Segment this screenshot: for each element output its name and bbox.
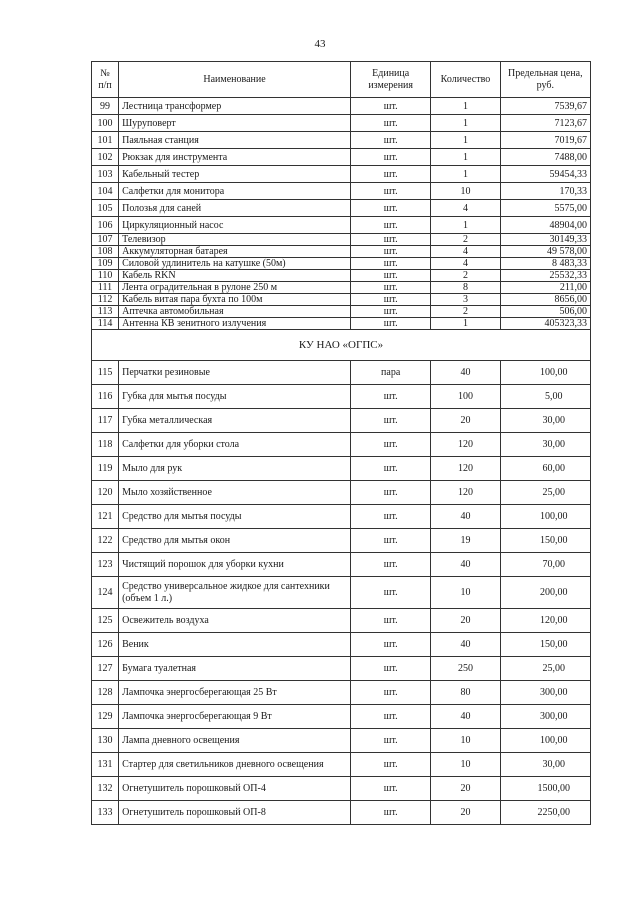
cell-name: Лампочка энергосберегающая 9 Вт — [119, 705, 351, 729]
cell-qty: 120 — [431, 433, 500, 457]
cell-price: 70,00 — [500, 553, 590, 577]
cell-unit: шт. — [351, 98, 431, 115]
cell-price: 300,00 — [500, 705, 590, 729]
table-row — [92, 149, 591, 166]
cell-num: 119 — [92, 457, 119, 481]
page-number: 43 — [314, 38, 326, 50]
cell-name: Веник — [119, 633, 351, 657]
table-row — [92, 258, 591, 270]
table-row — [92, 318, 591, 330]
table-row — [92, 98, 591, 115]
cell-name: Средство для мытья посуды — [119, 505, 351, 529]
cell-num: 124 — [92, 577, 119, 609]
cell-num: 111 — [92, 282, 119, 294]
cell-num: 100 — [92, 115, 119, 132]
cell-num: 125 — [92, 609, 119, 633]
cell-qty: 120 — [431, 481, 500, 505]
cell-unit: шт. — [351, 270, 431, 282]
cell-price: 48904,00 — [500, 217, 590, 234]
cell-price: 30,00 — [500, 409, 590, 433]
cell-unit: пара — [351, 361, 431, 385]
cell-qty: 2 — [431, 306, 500, 318]
table-row — [92, 553, 591, 577]
table-row — [92, 577, 591, 609]
table-row — [92, 505, 591, 529]
cell-name: Средство универсальное жидкое для сантехники (объем 1 л.) — [119, 577, 351, 609]
cell-num: 117 — [92, 409, 119, 433]
cell-num: 116 — [92, 385, 119, 409]
cell-price: 200,00 — [500, 577, 590, 609]
cell-num: 115 — [92, 361, 119, 385]
cell-num: 114 — [92, 318, 119, 330]
table-row — [92, 234, 591, 246]
cell-unit: шт. — [351, 200, 431, 217]
group2-rows — [92, 361, 591, 825]
table-row — [92, 306, 591, 318]
table-row — [92, 609, 591, 633]
cell-name: Кабельный тестер — [119, 166, 351, 183]
cell-price: 300,00 — [500, 681, 590, 705]
cell-num: 113 — [92, 306, 119, 318]
cell-unit: шт. — [351, 609, 431, 633]
table-row — [92, 115, 591, 132]
table-row — [92, 166, 591, 183]
cell-name: Кабель RKN — [119, 270, 351, 282]
cell-name: Шуруповерт — [119, 115, 351, 132]
table-row — [92, 183, 591, 200]
cell-num: 106 — [92, 217, 119, 234]
cell-num: 110 — [92, 270, 119, 282]
cell-name: Телевизор — [119, 234, 351, 246]
table-row — [92, 529, 591, 553]
cell-qty: 40 — [431, 553, 500, 577]
header-qty: Количество — [431, 62, 500, 98]
cell-unit: шт. — [351, 657, 431, 681]
cell-qty: 40 — [431, 633, 500, 657]
cell-price: 100,00 — [500, 505, 590, 529]
cell-qty: 250 — [431, 657, 500, 681]
cell-num: 120 — [92, 481, 119, 505]
cell-name: Салфетки для монитора — [119, 183, 351, 200]
cell-qty: 1 — [431, 149, 500, 166]
cell-price: 506,00 — [500, 306, 590, 318]
cell-price: 30,00 — [500, 433, 590, 457]
cell-qty: 2 — [431, 234, 500, 246]
cell-num: 121 — [92, 505, 119, 529]
cell-qty: 10 — [431, 183, 500, 200]
cell-name: Кабель витая пара бухта по 100м — [119, 294, 351, 306]
cell-price: 5,00 — [500, 385, 590, 409]
cell-unit: шт. — [351, 505, 431, 529]
cell-unit: шт. — [351, 282, 431, 294]
cell-unit: шт. — [351, 433, 431, 457]
cell-unit: шт. — [351, 529, 431, 553]
cell-qty: 1 — [431, 132, 500, 149]
cell-name: Средство для мытья окон — [119, 529, 351, 553]
cell-num: 105 — [92, 200, 119, 217]
table-row — [92, 729, 591, 753]
cell-name: Салфетки для уборки стола — [119, 433, 351, 457]
cell-price: 5575,00 — [500, 200, 590, 217]
cell-name: Стартер для светильников дневного освещения — [119, 753, 351, 777]
cell-unit: шт. — [351, 553, 431, 577]
cell-qty: 10 — [431, 729, 500, 753]
table-row — [92, 657, 591, 681]
cell-qty: 20 — [431, 409, 500, 433]
cell-num: 131 — [92, 753, 119, 777]
cell-unit: шт. — [351, 258, 431, 270]
table-row — [92, 361, 591, 385]
cell-price: 49 578,00 — [500, 246, 590, 258]
cell-unit: шт. — [351, 481, 431, 505]
cell-price: 2250,00 — [500, 801, 590, 825]
cell-qty: 40 — [431, 505, 500, 529]
cell-num: 103 — [92, 166, 119, 183]
cell-qty: 1 — [431, 98, 500, 115]
cell-num: 101 — [92, 132, 119, 149]
cell-price: 59454,33 — [500, 166, 590, 183]
cell-price: 120,00 — [500, 609, 590, 633]
table-row — [92, 246, 591, 258]
cell-price: 150,00 — [500, 529, 590, 553]
table-row — [92, 200, 591, 217]
table-row — [92, 457, 591, 481]
cell-num: 130 — [92, 729, 119, 753]
cell-num: 112 — [92, 294, 119, 306]
cell-price: 7488,00 — [500, 149, 590, 166]
cell-num: 126 — [92, 633, 119, 657]
cell-num: 132 — [92, 777, 119, 801]
cell-unit: шт. — [351, 115, 431, 132]
cell-unit: шт. — [351, 306, 431, 318]
header-num: № п/п — [92, 62, 119, 98]
cell-unit: шт. — [351, 183, 431, 200]
cell-name: Лампочка энергосберегающая 25 Вт — [119, 681, 351, 705]
cell-qty: 40 — [431, 361, 500, 385]
table-row — [92, 633, 591, 657]
cell-qty: 10 — [431, 577, 500, 609]
cell-qty: 1 — [431, 217, 500, 234]
table-row — [92, 294, 591, 306]
cell-num: 133 — [92, 801, 119, 825]
cell-num: 118 — [92, 433, 119, 457]
cell-name: Огнетушитель порошковый ОП-8 — [119, 801, 351, 825]
section-header — [92, 330, 591, 361]
cell-num: 129 — [92, 705, 119, 729]
cell-price: 60,00 — [500, 457, 590, 481]
cell-num: 123 — [92, 553, 119, 577]
group1-rows — [92, 98, 591, 330]
cell-qty: 40 — [431, 705, 500, 729]
cell-unit: шт. — [351, 633, 431, 657]
cell-num: 104 — [92, 183, 119, 200]
cell-name: Огнетушитель порошковый ОП-4 — [119, 777, 351, 801]
table-row — [92, 282, 591, 294]
cell-num: 127 — [92, 657, 119, 681]
cell-price: 211,00 — [500, 282, 590, 294]
cell-name: Бумага туалетная — [119, 657, 351, 681]
cell-price: 25,00 — [500, 481, 590, 505]
cell-qty: 19 — [431, 529, 500, 553]
cell-qty: 80 — [431, 681, 500, 705]
cell-price: 7019,67 — [500, 132, 590, 149]
cell-name: Губка для мытья посуды — [119, 385, 351, 409]
cell-name: Мыло для рук — [119, 457, 351, 481]
table-row — [92, 777, 591, 801]
items-table — [91, 61, 591, 825]
cell-price: 170,33 — [500, 183, 590, 200]
cell-unit: шт. — [351, 753, 431, 777]
cell-name: Паяльная станция — [119, 132, 351, 149]
cell-unit: шт. — [351, 318, 431, 330]
cell-unit: шт. — [351, 409, 431, 433]
cell-unit: шт. — [351, 705, 431, 729]
cell-unit: шт. — [351, 246, 431, 258]
cell-price: 1500,00 — [500, 777, 590, 801]
cell-name: Аккумуляторная батарея — [119, 246, 351, 258]
cell-qty: 120 — [431, 457, 500, 481]
cell-name: Освежитель воздуха — [119, 609, 351, 633]
cell-qty: 2 — [431, 270, 500, 282]
cell-name: Губка металлическая — [119, 409, 351, 433]
cell-qty: 4 — [431, 258, 500, 270]
cell-price: 30,00 — [500, 753, 590, 777]
section-row — [92, 330, 591, 361]
cell-unit: шт. — [351, 801, 431, 825]
table-row — [92, 217, 591, 234]
cell-unit: шт. — [351, 294, 431, 306]
header-price: Предельная цена, руб. — [500, 62, 590, 98]
cell-name: Мыло хозяйственное — [119, 481, 351, 505]
table-row — [92, 409, 591, 433]
cell-name: Чистящий порошок для уборки кухни — [119, 553, 351, 577]
cell-qty: 20 — [431, 609, 500, 633]
cell-num: 108 — [92, 246, 119, 258]
cell-num: 122 — [92, 529, 119, 553]
cell-price: 150,00 — [500, 633, 590, 657]
header-unit: Единица измерения — [351, 62, 431, 98]
cell-unit: шт. — [351, 385, 431, 409]
cell-qty: 100 — [431, 385, 500, 409]
cell-unit: шт. — [351, 681, 431, 705]
cell-unit: шт. — [351, 132, 431, 149]
header-name: Наименование — [119, 62, 351, 98]
table-row — [92, 433, 591, 457]
cell-unit: шт. — [351, 149, 431, 166]
cell-price: 100,00 — [500, 361, 590, 385]
cell-name: Полозья для саней — [119, 200, 351, 217]
cell-qty: 1 — [431, 318, 500, 330]
cell-num: 102 — [92, 149, 119, 166]
cell-qty: 8 — [431, 282, 500, 294]
cell-qty: 20 — [431, 777, 500, 801]
cell-name: Циркуляционный насос — [119, 217, 351, 234]
cell-qty: 20 — [431, 801, 500, 825]
cell-unit: шт. — [351, 457, 431, 481]
cell-name: Силовой удлинитель на катушке (50м) — [119, 258, 351, 270]
cell-name: Лампа дневного освещения — [119, 729, 351, 753]
cell-price: 7123,67 — [500, 115, 590, 132]
table-row — [92, 385, 591, 409]
table-row — [92, 270, 591, 282]
cell-qty: 4 — [431, 246, 500, 258]
cell-qty: 1 — [431, 115, 500, 132]
cell-price: 30149,33 — [500, 234, 590, 246]
cell-unit: шт. — [351, 777, 431, 801]
cell-price: 8656,00 — [500, 294, 590, 306]
cell-qty: 3 — [431, 294, 500, 306]
cell-name: Лента оградительная в рулоне 250 м — [119, 282, 351, 294]
cell-qty: 4 — [431, 200, 500, 217]
cell-unit: шт. — [351, 234, 431, 246]
cell-unit: шт. — [351, 577, 431, 609]
cell-name: Рюкзак для инструмента — [119, 149, 351, 166]
cell-unit: шт. — [351, 217, 431, 234]
cell-price: 8 483,33 — [500, 258, 590, 270]
cell-price: 405323,33 — [500, 318, 590, 330]
cell-unit: шт. — [351, 166, 431, 183]
table-row — [92, 801, 591, 825]
cell-num: 128 — [92, 681, 119, 705]
table-row — [92, 132, 591, 149]
cell-name: Перчатки резиновые — [119, 361, 351, 385]
cell-price: 100,00 — [500, 729, 590, 753]
cell-unit: шт. — [351, 729, 431, 753]
table-row — [92, 481, 591, 505]
table-row — [92, 681, 591, 705]
cell-num: 107 — [92, 234, 119, 246]
section-title: КУ НАО «ОГПС» — [92, 330, 591, 361]
cell-name: Аптечка автомобильная — [119, 306, 351, 318]
cell-price: 7539,67 — [500, 98, 590, 115]
table-row — [92, 705, 591, 729]
cell-num: 99 — [92, 98, 119, 115]
cell-price: 25532,33 — [500, 270, 590, 282]
cell-name: Антенна КВ зенитного излучения — [119, 318, 351, 330]
table-row — [92, 753, 591, 777]
cell-qty: 1 — [431, 166, 500, 183]
cell-num: 109 — [92, 258, 119, 270]
cell-qty: 10 — [431, 753, 500, 777]
cell-name: Лестница трансформер — [119, 98, 351, 115]
cell-price: 25,00 — [500, 657, 590, 681]
table-header-row — [92, 62, 591, 98]
